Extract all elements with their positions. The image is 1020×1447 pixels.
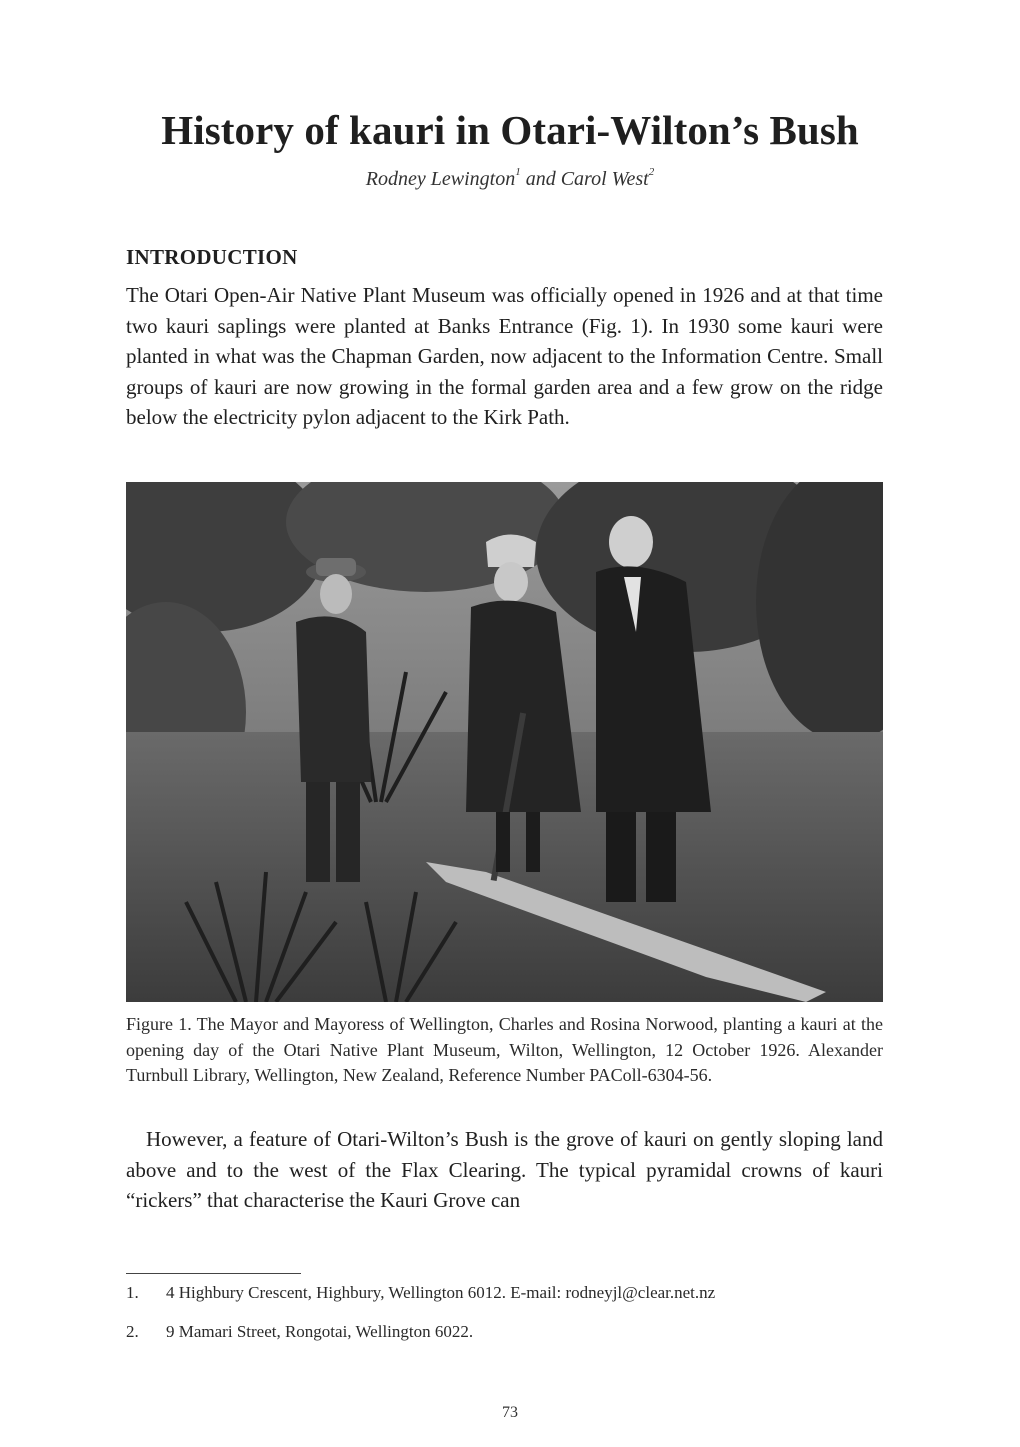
footnote-2-number: 2. bbox=[126, 1322, 139, 1341]
page-number: 73 bbox=[502, 1404, 518, 1421]
footnote-1 bbox=[126, 1283, 883, 1303]
author-1-footnote-mark[interactable]: 1 bbox=[515, 166, 521, 178]
continuation-paragraph: However, a feature of Otari-Wilton’s Bush is the grove of kauri on gently sloping land above and to the west of the Flax Clearing. The typical pyramidal crowns of kauri “rickers” that characterise the Kauri Grove can bbox=[126, 1127, 883, 1212]
article-title: History of kauri in Otari-Wilton’s Bush bbox=[161, 107, 859, 153]
figure-photo bbox=[126, 482, 883, 1002]
author-join: and Carol West bbox=[520, 168, 649, 190]
author-line bbox=[0, 168, 1020, 191]
author-2-footnote-mark[interactable]: 2 bbox=[648, 166, 655, 178]
author-1: Rodney Lewington bbox=[365, 168, 516, 190]
introduction-paragraph: The Otari Open-Air Native Plant Museum was officially opened in 1926 and at that time two kauri saplings were planted at Banks Entrance (Fig. 1). In 1930 some kauri were planted in what was the Chapman Garden, now adjacent to the Information Centre. Small groups of kauri are now growing in the formal garden area and a few grow on the ridge below the electricity pylon adjacent to the Kirk Path. bbox=[126, 283, 883, 429]
footnote-2 bbox=[126, 1322, 883, 1342]
footnote-1-text: 4 Highbury Crescent, Highbury, Wellington 6012. E-mail: rodneyjl@clear.net.nz bbox=[166, 1283, 716, 1302]
footnote-2-text: 9 Mamari Street, Rongotai, Wellington 6022. bbox=[166, 1322, 474, 1341]
figure-caption: Figure 1. The Mayor and Mayoress of Wellington, Charles and Rosina Norwood, planting a kauri at the opening day of the Otari Native Plant Museum, Wilton, Wellington, 12 October 1926. Alexander Turnbull Library, Wellington, New Zealand, Reference Number PAColl-6304-56. bbox=[126, 1014, 883, 1085]
historical-photo-illustration bbox=[126, 482, 883, 1002]
introduction-heading: INTRODUCTION bbox=[126, 245, 298, 269]
footnote-1-number: 1. bbox=[126, 1283, 139, 1302]
footnote-divider bbox=[126, 1273, 301, 1274]
